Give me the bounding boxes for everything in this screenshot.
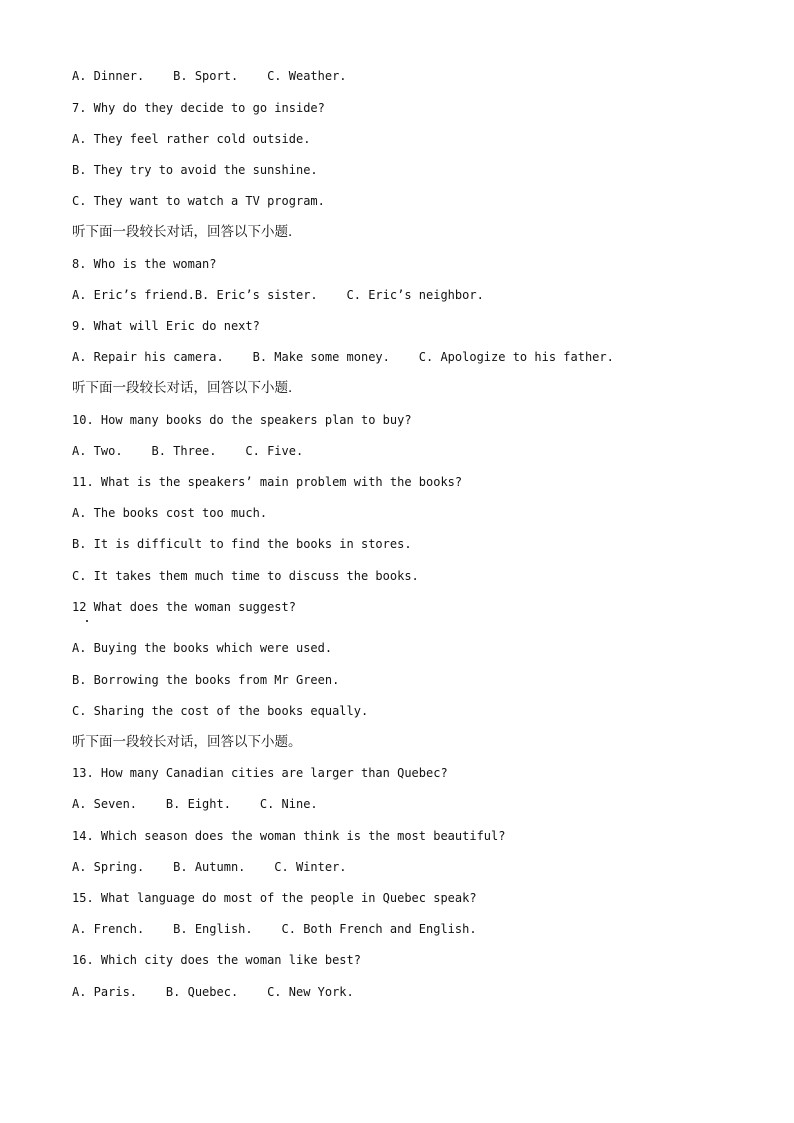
- option-7c: C. They want to watch a TV program.: [72, 194, 325, 208]
- answer-options-q8: A. Eric’s friend.B. Eric’s sister. C. Eric’s neighbor.: [72, 288, 484, 302]
- answer-options-q6: A. Dinner. B. Sport. C. Weather.: [72, 69, 347, 83]
- question-10: 10. How many books do the speakers plan to buy?: [72, 413, 412, 427]
- question-16: 16. Which city does the woman like best?: [72, 953, 361, 967]
- question-14: 14. Which season does the woman think is the most beautiful?: [72, 829, 506, 843]
- question-12: 12 What does the woman suggest?: [72, 600, 296, 614]
- option-12a: A. Buying the books which were used.: [72, 641, 333, 655]
- option-12b: B. Borrowing the books from Mr Green.: [72, 673, 340, 687]
- option-7b: B. They try to avoid the sunshine.: [72, 163, 318, 177]
- answer-options-q14: A. Spring. B. Autumn. C. Winter.: [72, 860, 347, 874]
- option-12c: C. Sharing the cost of the books equally.: [72, 704, 369, 718]
- answer-options-q13: A. Seven. B. Eight. C. Nine.: [72, 797, 318, 811]
- answer-options-q15: A. French. B. English. C. Both French and English.: [72, 922, 477, 936]
- answer-options-q10: A. Two. B. Three. C. Five.: [72, 444, 304, 458]
- answer-options-q16: A. Paris. B. Quebec. C. New York.: [72, 985, 354, 999]
- question-13: 13. How many Canadian cities are larger than Quebec?: [72, 766, 448, 780]
- question-9: 9. What will Eric do next?: [72, 319, 260, 333]
- answer-options-q9: A. Repair his camera. B. Make some money. C. Apologize to his father.: [72, 350, 614, 364]
- option-11c: C. It takes them much time to discuss the books.: [72, 569, 419, 583]
- option-11b: B. It is difficult to find the books in stores.: [72, 537, 412, 551]
- section-instruction: 听下面一段较长对话，回答以下小题。: [72, 734, 302, 750]
- question-8: 8. Who is the woman?: [72, 257, 217, 271]
- section-instruction: 听下面一段较长对话，回答以下小题.: [72, 224, 293, 240]
- question-7: 7. Why do they decide to go inside?: [72, 101, 325, 115]
- question-11: 11. What is the speakers’ main problem with the books?: [72, 475, 463, 489]
- option-11a: A. The books cost too much.: [72, 506, 268, 520]
- stray-mark: [86, 620, 88, 622]
- question-15: 15. What language do most of the people in Quebec speak?: [72, 891, 477, 905]
- section-instruction: 听下面一段较长对话，回答以下小题.: [72, 380, 293, 396]
- option-7a: A. They feel rather cold outside.: [72, 132, 311, 146]
